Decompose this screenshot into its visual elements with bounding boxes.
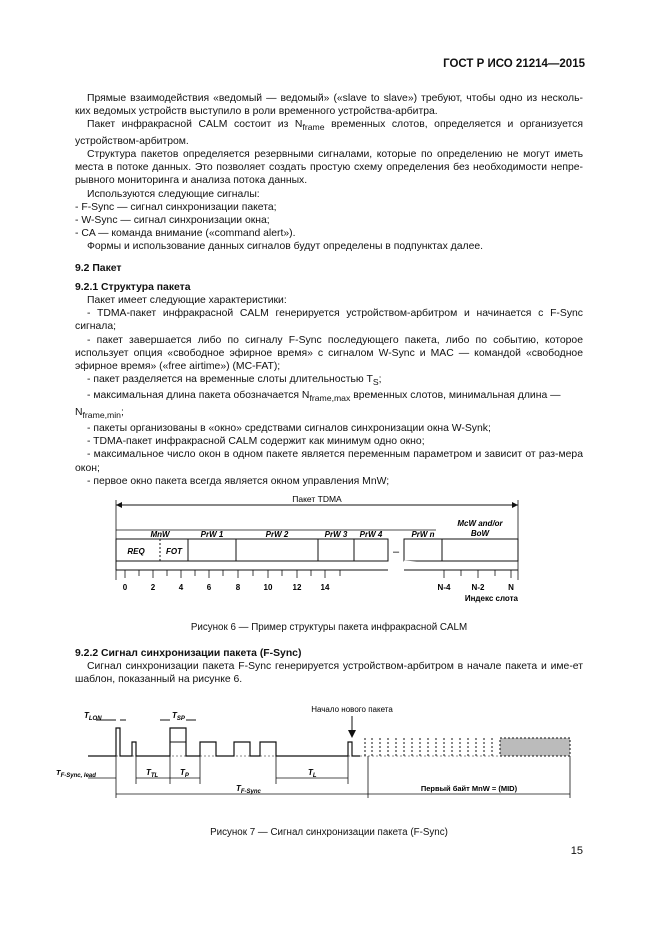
paragraph-signals-note: Формы и использование данных сигналов будут определены в подпунктах далее. — [87, 241, 484, 253]
label-t-fsync-lead: $T_{F-Sync, lead}$ — [56, 768, 96, 779]
section-9-2-2 — [75, 647, 583, 687]
list-item: - пакеты организованы в «окно» средствами сигналов синхронизации окна W-Synk; — [87, 422, 491, 434]
text-frag: временных слотов, определяется и организуется устройством-арбитром. — [75, 119, 583, 147]
slot-ticks — [125, 570, 511, 578]
section-heading-9-2-1: 9.2.1 Структура пакета — [75, 281, 191, 293]
section-heading-9-2-2: 9.2.2 Сигнал синхронизации пакета (F-Sync) — [75, 648, 302, 659]
label-prw2: PrW 2 — [265, 530, 289, 539]
tick-label: 8 — [235, 583, 241, 592]
text-frag: Пакет инфракрасной CALM состоит из N — [87, 119, 303, 131]
paragraph-packet-composition — [75, 118, 583, 147]
paragraph-structure: Структура пакетов определяется резервными сигналами, которые по определению не могут иметь места в потоке данных. Это позволяет создать простую схему определения без необходимости непре-рывного мониторинга и анализа потока данных. — [75, 148, 583, 187]
text-frag: - максимальная длина пакета обозначается N — [87, 390, 310, 402]
label-bow: BoW — [470, 529, 490, 538]
paragraph-signals-intro: Используются следующие сигналы: — [87, 188, 260, 200]
tick-label: N — [508, 583, 514, 592]
list-item: - CA — команда внимание («command alert»). — [75, 228, 296, 240]
block-prwn — [404, 539, 442, 561]
label-prw4: PrW 4 — [359, 530, 383, 539]
label-req: REQ — [127, 547, 145, 556]
tick-label: N-4 — [437, 583, 451, 592]
label-t-tl: $T_{TL}$ — [146, 768, 159, 779]
subscript-frame-min: frame,min — [82, 409, 121, 420]
figure-7-caption: Рисунок 7 — Сигнал синхронизации пакета (F-Sync) — [210, 827, 448, 838]
subscript-frame: frame — [302, 122, 325, 133]
block-mcw-bow — [442, 539, 518, 561]
ellipsis-dash: – — [392, 546, 400, 558]
subscript-frame-max: frame,max — [309, 393, 351, 404]
tick-label: 12 — [292, 583, 302, 592]
label-start-new-packet: Начало нового пакета — [311, 705, 393, 714]
text-frag: ; — [121, 406, 124, 418]
tick-label: 2 — [150, 583, 156, 592]
label-t-lon: $T_{LON}$ — [84, 711, 102, 722]
block-prw1 — [188, 539, 236, 561]
fig6-title: Пакет TDMA — [292, 494, 342, 504]
block-prw4 — [354, 539, 388, 561]
list-item: - пакет завершается либо по сигналу F-Sync последующего пакета, либо по событию, которое использует опция «свободное эфирное время» с сигналом W-Sync и MAC — командой «свободное эфирное время» («free airtime») (MC-FAT); — [75, 334, 583, 372]
text-frag: - пакет разделяется на временные слоты длительностью T — [87, 374, 373, 386]
block-prw2 — [236, 539, 318, 561]
label-first-byte-mnw: Первый байт MnW = (MID) — [420, 784, 518, 793]
figure-6-packet-structure — [0, 490, 661, 610]
axis-label-slot-index: Индекс слота — [464, 594, 518, 603]
list-item — [75, 373, 583, 389]
figure-7-fsync-signal — [0, 698, 661, 816]
text-frag: N — [75, 406, 83, 418]
list-item: - первое окно пакета всегда является окном управления MnW; — [87, 475, 390, 487]
text-frag: временных слотов, минимальная длина — — [350, 390, 561, 402]
label-prw3: PrW 3 — [324, 530, 348, 539]
list-item: - TDMA-пакет инфракрасной CALM содержит как минимум одно окно; — [87, 436, 425, 448]
fsync-waveform — [88, 728, 360, 756]
tick-label: 14 — [320, 583, 330, 592]
mid-byte-shaded — [500, 738, 570, 756]
paragraph-slave: Прямые взаимодействия «ведомый — ведомый» («slave to slave») требуют, чтобы одно из несколь-ких ведомых устройств выступило в роли временного устройства-арбитра. — [75, 93, 583, 118]
tick-label: 10 — [263, 583, 273, 592]
block-prw3 — [318, 539, 354, 561]
label-mnw: MnW — [150, 530, 170, 539]
tick-label: 0 — [122, 583, 128, 592]
page-content — [75, 92, 583, 488]
label-prwn: PrW n — [411, 530, 435, 539]
figure-6-caption: Рисунок 6 — Пример структуры пакета инфракрасной CALM — [190, 622, 468, 633]
label-t-fsync: $T_{F-Sync}$ — [236, 784, 261, 795]
paragraph-fsync: Сигнал синхронизации пакета F-Sync генерируется устройством-арбитром в начале пакета и име-ет шаблон, показанный на рисунке 6. — [75, 661, 583, 686]
subscript-s: S — [372, 377, 379, 388]
label-t-sp: $T_{SP}$ — [172, 711, 185, 722]
label-mcw: McW and/or — [457, 519, 503, 528]
label-t-p: $T_P$ — [180, 768, 189, 779]
list-item: - W-Sync — сигнал синхронизации окна; — [75, 214, 270, 226]
section-heading-9-2: 9.2 Пакет — [75, 262, 122, 274]
list-item — [75, 406, 583, 422]
paragraph-packet-intro: Пакет имеет следующие характеристики: — [87, 294, 287, 306]
list-item — [75, 389, 583, 405]
label-t-l: $T_L$ — [308, 768, 317, 779]
list-item: - TDMA-пакет инфракрасной CALM генерируется устройством-арбитром и начинается с F-Sync сигнала; — [75, 308, 583, 333]
tick-label: 4 — [178, 583, 184, 592]
text-frag: ; — [378, 374, 382, 386]
label-fot: FOT — [166, 547, 182, 556]
tick-label: N-2 — [471, 583, 485, 592]
tick-label: 6 — [206, 583, 212, 592]
list-item: - максимальное число окон в одном пакете является переменным параметром и зависит от раз-мера окон; — [75, 449, 583, 474]
list-item: - F-Sync — сигнал синхронизации пакета; — [75, 201, 277, 213]
label-prw1: PrW 1 — [200, 530, 224, 539]
document-header: ГОСТ Р ИСО 21214—2015 — [443, 58, 585, 70]
page-number: 15 — [570, 845, 583, 857]
